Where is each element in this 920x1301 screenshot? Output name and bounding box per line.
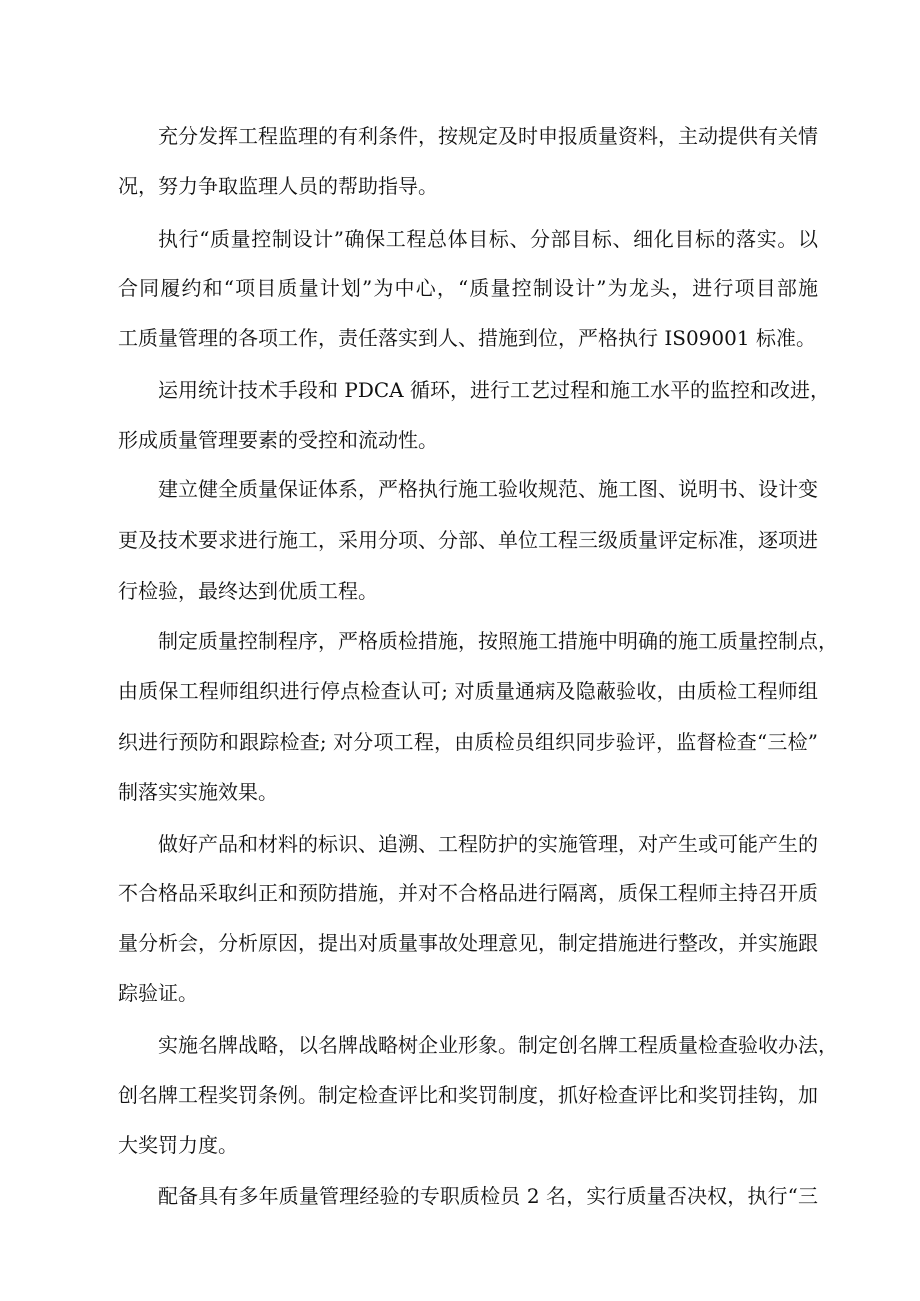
text-line: 运用统计技术手段和 PDCA 循环，进行工艺过程和施工水平的监控和改进，: [158, 378, 830, 402]
text-line: 织进行预防和跟踪检查; 对分项工程，由质检员组织同步验评，监督检查“三检”: [118, 730, 818, 754]
text-line: 工质量管理的各项工作，责任落实到人、措施到位，严格执行 IS09001 标准。: [118, 326, 816, 350]
text-line: 大奖罚力度。: [118, 1133, 238, 1157]
text-line: 由质保工程师组织进行停点检查认可; 对质量通病及隐蔽验收，由质检工程师组: [118, 679, 818, 703]
text-line: 况，努力争取监理人员的帮助指导。: [118, 174, 438, 198]
text-line: 不合格品采取纠正和预防措施，并对不合格品进行隔离，质保工程师主持召开质: [118, 881, 818, 905]
text-line: 量分析会，分析原因，提出对质量事故处理意见，制定措施进行整改，并实施跟: [118, 931, 818, 955]
text-line: 更及技术要求进行施工，采用分项、分部、单位工程三级质量评定标准，逐项进: [118, 528, 818, 552]
text-line: 制落实实施效果。: [118, 780, 278, 804]
text-line: 实施名牌战略，以名牌战略树企业形象。制定创名牌工程质量检查验收办法，: [158, 1033, 838, 1057]
text-line: 充分发挥工程监理的有利条件，按规定及时申报质量资料，主动提供有关情: [158, 124, 818, 148]
text-line: 踪验证。: [118, 981, 198, 1005]
text-line: 执行“质量控制设计”确保工程总体目标、分部目标、细化目标的落实。以: [158, 227, 818, 251]
text-line: 合同履约和“项目质量计划”为中心，“质量控制设计”为龙头，进行项目部施: [118, 276, 818, 300]
text-line: 配备具有多年质量管理经验的专职质检员 2 名，实行质量否决权，执行“三: [158, 1184, 818, 1208]
text-line: 做好产品和材料的标识、追溯、工程防护的实施管理，对产生或可能产生的: [158, 832, 818, 856]
text-line: 行检验，最终达到优质工程。: [118, 579, 378, 603]
text-line: 制定质量控制程序，严格质检措施，按照施工措施中明确的施工质量控制点，: [158, 629, 838, 653]
text-line: 创名牌工程奖罚条例。制定检查评比和奖罚制度，抓好检查评比和奖罚挂钩，加: [118, 1083, 818, 1107]
text-line: 建立健全质量保证体系，严格执行施工验收规范、施工图、说明书、设计变: [158, 477, 818, 501]
text-line: 形成质量管理要素的受控和流动性。: [118, 428, 438, 452]
